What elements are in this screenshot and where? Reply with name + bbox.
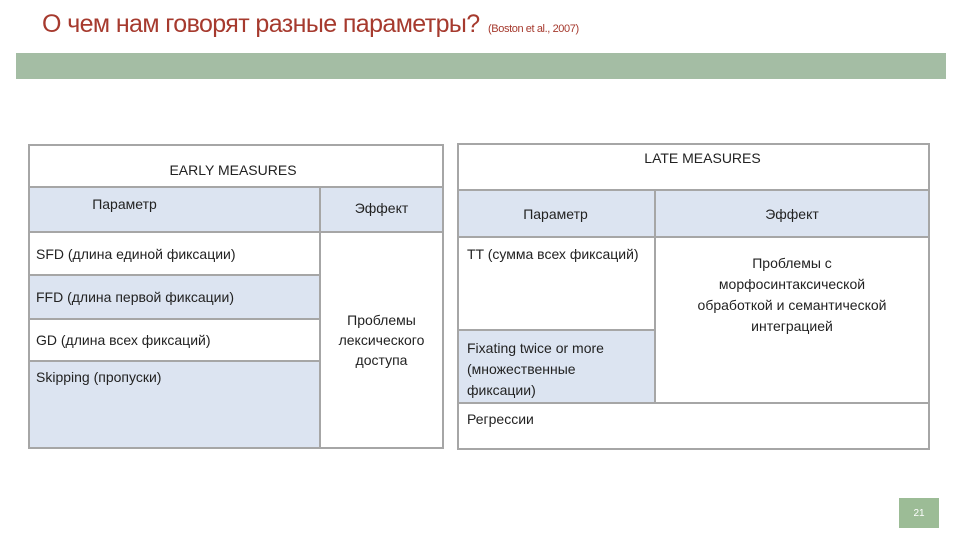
early-col-effect: Эффект xyxy=(321,188,442,231)
late-param-row: Регрессии xyxy=(459,404,928,448)
early-col-param: Параметр xyxy=(30,188,319,231)
citation: (Boston et al., 2007) xyxy=(488,23,579,35)
late-effect: Проблемы с морфосинтаксической обработкой и семантической интеграцией xyxy=(656,238,928,402)
late-heading: LATE MEASURES xyxy=(459,145,928,189)
late-measures-table xyxy=(457,143,930,450)
late-col-param: Параметр xyxy=(459,191,654,236)
early-param-row: GD (длина всех фиксаций) xyxy=(30,320,319,360)
title-text: О чем нам говорят разные параметры? xyxy=(42,10,480,38)
early-measures-table xyxy=(28,144,444,449)
header-band xyxy=(16,53,946,79)
page-number: 21 xyxy=(899,498,939,528)
early-param-row: FFD (длина первой фиксации) xyxy=(30,276,319,318)
early-heading: EARLY MEASURES xyxy=(30,146,442,186)
late-col-effect: Эффект xyxy=(656,191,928,236)
late-param-row: TT (сумма всех фиксаций) xyxy=(459,238,654,329)
slide-title xyxy=(42,10,579,39)
early-effect: Проблемы лексического доступа xyxy=(321,233,442,447)
early-param-row: Skipping (пропуски) xyxy=(30,362,319,447)
late-param-row: Fixating twice or more (множественные фиксации) xyxy=(459,331,654,402)
early-param-row: SFD (длина единой фиксации) xyxy=(30,233,319,274)
